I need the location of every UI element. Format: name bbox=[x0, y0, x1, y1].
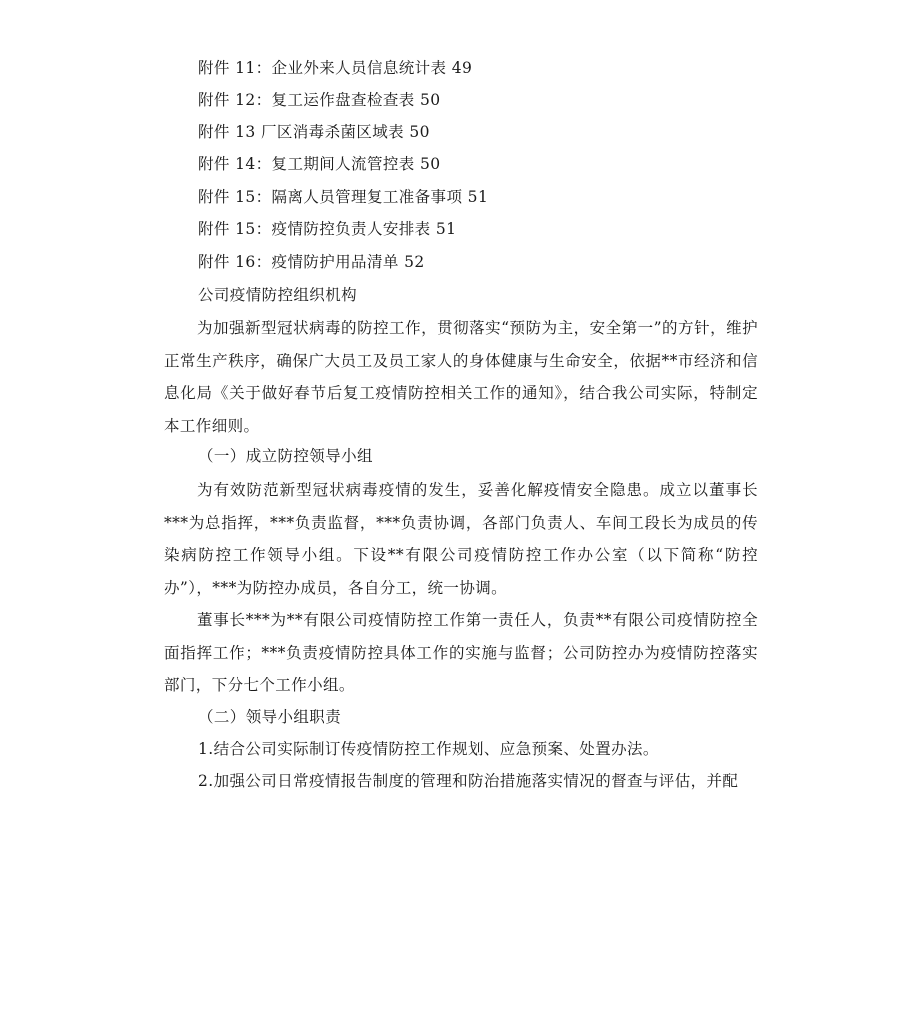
toc-item: 附件 13 厂区消毒杀菌区域表 50 bbox=[198, 123, 430, 141]
paragraph-leadership-group: 为有效防范新型冠状病毒疫情的发生，妥善化解疫情安全隐患。成立以董事长***为总指挥，***负责监督，***负责协调，各部门负责人、车间工段长为成员的传染病防控工作领导小组。下设**有限公司疫情防控工作办公室（以下简称“防控办”），***为防控办成员，各自分工，统一协调。 bbox=[164, 481, 758, 597]
toc-item: 附件 11：企业外来人员信息统计表 49 bbox=[198, 59, 473, 77]
duty-item-1: 1.结合公司实际制订传疫情防控工作规划、应急预案、处置办法。 bbox=[198, 740, 659, 758]
intro-paragraph: 为加强新型冠状病毒的防控工作，贯彻落实“预防为主，安全第一”的方针，维护正常生产秩序，确保广大员工及员工家人的身体健康与生命安全，依据**市经济和信息化局《关于做好春节后复工疫情防控相关工作的通知》，结合我公司实际，特制定本工作细则。 bbox=[164, 319, 758, 435]
duty-item-2: 2.加强公司日常疫情报告制度的管理和防治措施落实情况的督查与评估，并配 bbox=[198, 772, 739, 790]
section-title: 公司疫情防控组织机构 bbox=[198, 286, 358, 304]
paragraph-responsibility: 董事长***为**有限公司疫情防控工作第一责任人，负责**有限公司疫情防控全面指挥工作；***负责疫情防控具体工作的实施与监督；公司防控办为疫情防控落实部门，下分七个工作小组。 bbox=[164, 611, 758, 695]
toc-item: 附件 15：疫情防控负责人安排表 51 bbox=[198, 220, 457, 238]
toc-item: 附件 15：隔离人员管理复工准备事项 51 bbox=[198, 188, 489, 206]
heading-group-duties: （二）领导小组职责 bbox=[198, 708, 342, 726]
toc-item: 附件 14：复工期间人流管控表 50 bbox=[198, 155, 441, 173]
toc-item: 附件 12：复工运作盘查检查表 50 bbox=[198, 91, 441, 109]
toc-item: 附件 16：疫情防护用品清单 52 bbox=[198, 253, 425, 271]
heading-leadership-group: （一）成立防控领导小组 bbox=[198, 447, 373, 465]
